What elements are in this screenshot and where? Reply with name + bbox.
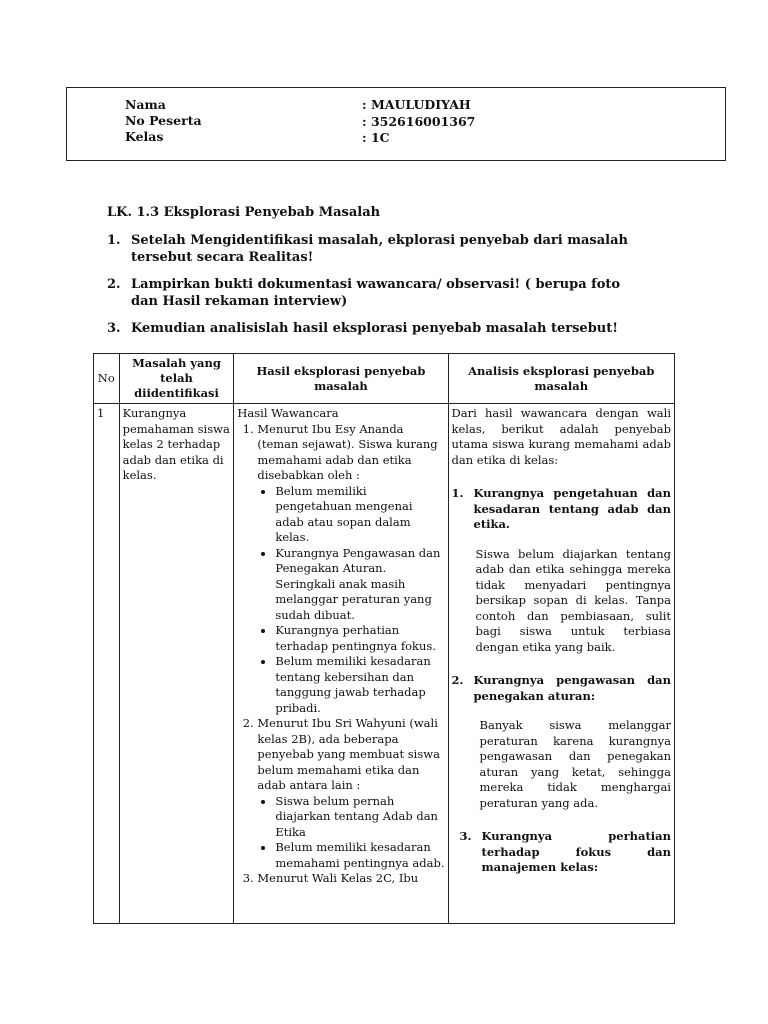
instruction-text: Setelah Mengidentifikasi masalah, ekplorasi penyebab dari masalah tersebut secara Realitas! (131, 233, 628, 265)
instruction-number: 3. (107, 321, 121, 336)
header-masalah: Masalah yang telah diidentifikasi (119, 354, 234, 404)
header-analisis: Analisis eksplorasi penyebab masalah (448, 354, 674, 404)
name-label: Nama (125, 97, 166, 112)
cell-hasil (234, 404, 448, 924)
analysis-heading (452, 486, 671, 533)
header-no: No (94, 354, 120, 404)
exploration-table (93, 353, 675, 924)
header-hasil: Hasil eksplorasi penyebab masalah (234, 354, 448, 404)
table-header-row (94, 354, 675, 404)
interview-list (237, 422, 444, 887)
analysis-number: 2. (451, 673, 464, 687)
participant-number-label: No Peserta (125, 113, 202, 128)
cause-item: • Kurangnya Pengawasan dan Penegakan Aturan. Seringkali anak masih melanggar peraturan yang sudah dibuat. (275, 546, 444, 624)
identity-box (66, 87, 726, 161)
analysis-body: Siswa belum diajarkan tentang adab dan etika sehingga mereka tidak menyadari pentingnya bersikap sopan di kelas. Tanpa contoh dan pembiasaan, sulit bagi siswa untuk terbiasa dengan etika yang baik. (475, 546, 671, 654)
cause-list (257, 794, 444, 872)
analysis-title: Kurangnya perhatian terhadap fokus dan manajemen kelas: (481, 829, 671, 874)
class-value: : 1C (362, 130, 390, 145)
analisis-intro: Dari hasil wawancara dengan wali kelas, berikut adalah penyebab utama siswa kurang memahami adab dan etika di kelas: (451, 406, 671, 467)
name-value: : MAULUDIYAH (362, 97, 471, 112)
instruction-text: Lampirkan bukti dokumentasi wawancara/ observasi! ( berupa foto dan Hasil rekaman interview) (131, 277, 621, 309)
cell-no: 1 (94, 404, 120, 924)
analysis-number: 3. (459, 829, 472, 843)
cause-item: • Belum memiliki kesadaran memahami pentingnya adab. (275, 840, 444, 871)
cell-analisis (448, 404, 674, 924)
cause-item: • Siswa belum pernah diajarkan tentang Adab dan Etika (275, 794, 444, 841)
worksheet-title: LK. 1.3 Eksplorasi Penyebab Masalah (107, 205, 381, 220)
class-label: Kelas (125, 129, 164, 144)
analysis-title: Kurangnya pengetahuan dan kesadaran tentang adab dan etika. (473, 486, 671, 531)
interview-item (257, 716, 444, 871)
cell-masalah: Kurangnya pemahaman siswa kelas 2 terhadap adab dan etika di kelas. (119, 404, 234, 924)
participant-number-value: : 352616001367 (362, 114, 476, 129)
cause-item: • Kurangnya perhatian terhadap pentingnya fokus. (275, 623, 444, 654)
interview-item (257, 871, 444, 887)
analysis-body: Banyak siswa melanggar peraturan karena kurangnya pengawasan dan penegakan aturan yang ketat, sehingga mereka tidak menghargai peraturan yang ada. (479, 718, 671, 810)
interview-text: Menurut Ibu Sri Wahyuni (wali kelas 2B), ada beberapa penyebab yang membuat siswa belum memahami etika dan adab antara lain : (257, 716, 440, 792)
interview-text: Menurut Wali Kelas 2C, Ibu (257, 871, 419, 885)
analysis-heading (460, 829, 671, 876)
interview-text: Menurut Ibu Esy Ananda (teman sejawat). Siswa kurang memahami adab dan etika disebabkan oleh : (257, 421, 438, 482)
table-row (94, 404, 675, 924)
cause-item: • Belum memiliki pengetahuan mengenai adab atau sopan dalam kelas. (275, 484, 444, 546)
analysis-heading (452, 673, 671, 704)
analysis-number: 1. (451, 486, 464, 500)
interview-item (257, 422, 444, 717)
instruction-text: Kemudian analisislah hasil eksplorasi penyebab masalah tersebut! (131, 321, 618, 336)
cause-item: • Belum memiliki kesadaran tentang kebersihan dan tanggung jawab terhadap pribadi. (275, 654, 444, 716)
hasil-title: Hasil Wawancara (237, 406, 339, 420)
analysis-title: Kurangnya pengawasan dan penegakan aturan: (473, 673, 671, 703)
instruction-number: 1. (107, 233, 121, 248)
cause-list (257, 484, 444, 717)
instruction-number: 2. (107, 277, 121, 292)
